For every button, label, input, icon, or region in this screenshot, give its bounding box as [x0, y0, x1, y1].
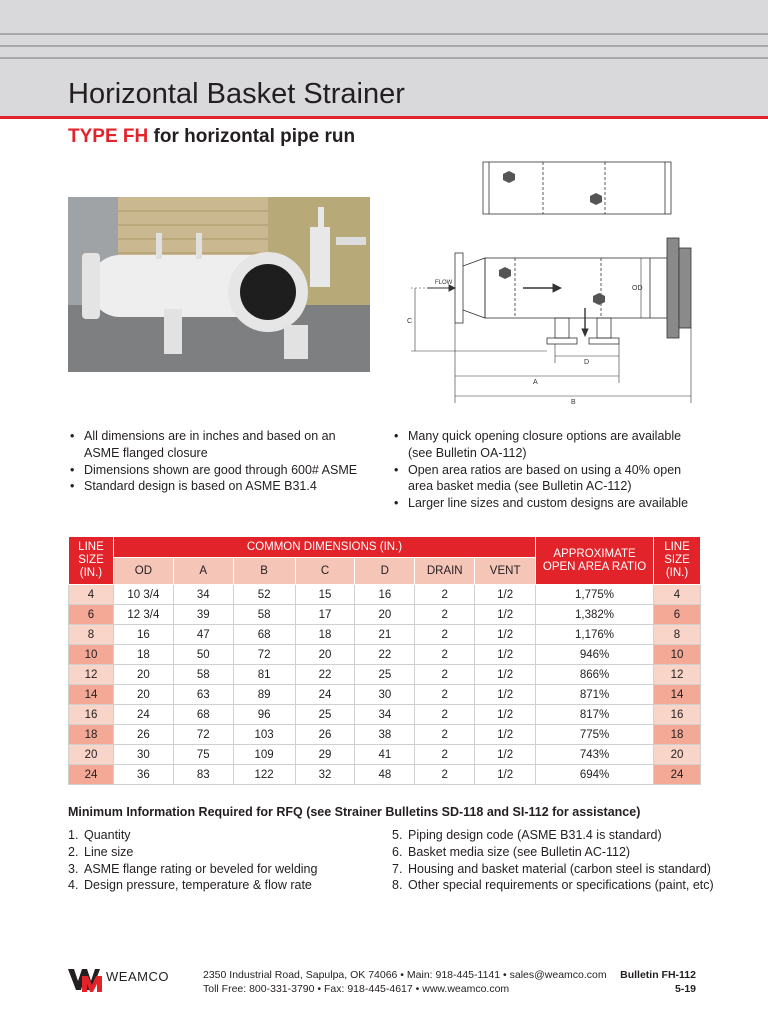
table-body — [69, 585, 701, 785]
table-cell: 122 — [233, 765, 295, 785]
rfq-number: 6. — [392, 844, 403, 859]
table-row — [69, 765, 701, 785]
table-cell: 39 — [173, 605, 233, 625]
table-cell: 68 — [173, 705, 233, 725]
rfq-number: 5. — [392, 828, 403, 842]
table-cell: 58 — [233, 605, 295, 625]
dim-d-label: D — [584, 359, 590, 366]
table-cell: 20 — [113, 685, 173, 705]
line-size-cell: 24 — [69, 765, 114, 785]
table-cell: 38 — [355, 725, 415, 745]
table-cell: 24 — [295, 685, 355, 705]
rfq-list-right — [392, 827, 722, 894]
table-cell: 34 — [355, 705, 415, 725]
table-cell: 26 — [295, 725, 355, 745]
table-cell: 694% — [536, 765, 654, 785]
dim-od-label: OD — [632, 285, 643, 292]
table-cell: 22 — [295, 665, 355, 685]
table-cell: 17 — [295, 605, 355, 625]
table-cell: 41 — [355, 745, 415, 765]
table-cell: 48 — [355, 765, 415, 785]
table-cell: 2 — [415, 765, 475, 785]
bulletin-info — [620, 968, 696, 996]
table-row — [69, 685, 701, 705]
rfq-text: Piping design code (ASME B31.4 is standard) — [408, 828, 662, 842]
line-size-cell: 10 — [69, 645, 114, 665]
rfq-title: Minimum Information Required for RFQ (see Strainer Bulletins SD-118 and SI-112 for assistance) — [68, 805, 641, 819]
table-cell: 58 — [173, 665, 233, 685]
line-size-cell: 16 — [653, 705, 700, 725]
brand-name: WEAMCO — [106, 969, 169, 984]
bulletin-date: 5-19 — [674, 983, 696, 995]
table-cell: 30 — [113, 745, 173, 765]
table-cell: 1/2 — [475, 685, 536, 705]
rfq-list-left — [68, 827, 378, 894]
table-cell: 16 — [113, 625, 173, 645]
rfq-text: Quantity — [84, 828, 131, 842]
note-item: • Standard design is based on ASME B31.4 — [68, 478, 368, 495]
table-cell: 1/2 — [475, 625, 536, 645]
table-cell: 47 — [173, 625, 233, 645]
table-cell: 1/2 — [475, 725, 536, 745]
table-cell: 871% — [536, 685, 654, 705]
table-cell: 75 — [173, 745, 233, 765]
line-size-cell: 20 — [69, 745, 114, 765]
table-cell: 817% — [536, 705, 654, 725]
page-subtitle — [68, 124, 355, 150]
subtitle-type: TYPE FH — [68, 126, 149, 147]
rfq-item — [392, 861, 722, 878]
table-cell: 1/2 — [475, 585, 536, 605]
line-size-cell: 18 — [653, 725, 700, 745]
note-item: • Dimensions shown are good through 600# ASME — [68, 462, 368, 479]
table-cell: 50 — [173, 645, 233, 665]
column-header: A — [173, 558, 233, 585]
table-cell: 946% — [536, 645, 654, 665]
rfq-text: Housing and basket material (carbon steel is standard) — [408, 861, 711, 876]
subtitle-text: for horizontal pipe run — [148, 126, 356, 147]
dim-c-label: C — [407, 318, 413, 325]
header-line-size-right: LINE SIZE (IN.) — [653, 537, 700, 585]
table-cell: 10 3/4 — [113, 585, 173, 605]
table-cell: 18 — [295, 625, 355, 645]
line-size-cell: 4 — [69, 585, 114, 605]
line-size-cell: 24 — [653, 765, 700, 785]
table-row — [69, 625, 701, 645]
table-cell: 2 — [415, 625, 475, 645]
weamco-logo-icon — [68, 966, 108, 992]
table-cell: 1/2 — [475, 605, 536, 625]
line-size-cell: 12 — [653, 665, 700, 685]
table-cell: 15 — [295, 585, 355, 605]
line-size-cell: 20 — [653, 745, 700, 765]
rfq-item — [68, 827, 378, 844]
table-cell: 72 — [233, 645, 295, 665]
table-cell: 1/2 — [475, 665, 536, 685]
table-cell: 72 — [173, 725, 233, 745]
header-open-area-ratio: APPROXIMATE OPEN AREA RATIO — [536, 537, 654, 585]
header-stripe — [0, 33, 768, 35]
rfq-number: 1. — [68, 828, 79, 842]
header-stripe — [0, 57, 768, 59]
table-row — [69, 705, 701, 725]
line-size-cell: 8 — [653, 625, 700, 645]
table-cell: 24 — [113, 705, 173, 725]
table-cell: 25 — [295, 705, 355, 725]
rfq-number: 2. — [68, 844, 79, 859]
line-size-cell: 14 — [653, 685, 700, 705]
rfq-item — [392, 827, 722, 844]
dimension-drawing — [405, 158, 695, 413]
column-header: D — [355, 558, 415, 585]
line-size-cell: 16 — [69, 705, 114, 725]
line-size-cell: 6 — [69, 605, 114, 625]
line-size-cell: 14 — [69, 685, 114, 705]
note-item: • Open area ratios are based on using a 40% open area basket media (see Bulletin AC-112) — [392, 462, 702, 496]
column-header: B — [233, 558, 295, 585]
line-size-cell: 4 — [653, 585, 700, 605]
table-row — [69, 745, 701, 765]
table-cell: 2 — [415, 585, 475, 605]
dim-a-label: A — [533, 379, 538, 386]
flow-label: FLOW — [435, 280, 453, 286]
table-cell: 20 — [355, 605, 415, 625]
phone-line: Toll Free: 800-331-3790 • Fax: 918-445-4617 • www.weamco.com — [203, 983, 510, 995]
column-header: OD — [113, 558, 173, 585]
table-cell: 18 — [113, 645, 173, 665]
table-cell: 34 — [173, 585, 233, 605]
table-row — [69, 645, 701, 665]
table-cell: 1/2 — [475, 765, 536, 785]
table-row — [69, 665, 701, 685]
notes-left — [68, 428, 368, 495]
dim-b-label: B — [571, 399, 576, 406]
table-cell: 29 — [295, 745, 355, 765]
table-cell: 36 — [113, 765, 173, 785]
column-header: C — [295, 558, 355, 585]
table-cell: 52 — [233, 585, 295, 605]
rfq-number: 3. — [68, 861, 79, 876]
table-cell: 68 — [233, 625, 295, 645]
table-cell: 20 — [295, 645, 355, 665]
table-cell: 22 — [355, 645, 415, 665]
rfq-text: Line size — [84, 844, 134, 859]
table-cell: 21 — [355, 625, 415, 645]
line-size-cell: 10 — [653, 645, 700, 665]
bulletin-number: Bulletin FH-112 — [620, 969, 696, 981]
rfq-item — [392, 844, 722, 861]
rfq-item — [68, 844, 378, 861]
table-cell: 775% — [536, 725, 654, 745]
table-cell: 743% — [536, 745, 654, 765]
title-rule — [0, 116, 768, 119]
line-size-cell: 12 — [69, 665, 114, 685]
line-size-cell: 18 — [69, 725, 114, 745]
note-item: • Larger line sizes and custom designs are available — [392, 495, 702, 512]
rfq-item — [68, 877, 378, 894]
table-cell: 2 — [415, 745, 475, 765]
table-cell: 2 — [415, 665, 475, 685]
header-stripe — [0, 45, 768, 47]
table-cell: 16 — [355, 585, 415, 605]
line-size-cell: 8 — [69, 625, 114, 645]
table-cell: 1/2 — [475, 705, 536, 725]
rfq-item — [392, 877, 722, 894]
table-cell: 2 — [415, 705, 475, 725]
table-row — [69, 605, 701, 625]
table-cell: 103 — [233, 725, 295, 745]
note-item: • All dimensions are in inches and based on an ASME flanged closure — [68, 428, 368, 462]
table-cell: 2 — [415, 605, 475, 625]
dimensions-table — [68, 536, 701, 785]
table-cell: 1,775% — [536, 585, 654, 605]
note-item: • Many quick opening closure options are available (see Bulletin OA-112) — [392, 428, 702, 462]
table-cell: 109 — [233, 745, 295, 765]
rfq-text: ASME flange rating or beveled for welding — [84, 861, 318, 876]
line-size-cell: 6 — [653, 605, 700, 625]
table-cell: 89 — [233, 685, 295, 705]
contact-info — [203, 968, 607, 996]
table-cell: 25 — [355, 665, 415, 685]
footer — [0, 962, 768, 1002]
table-cell: 866% — [536, 665, 654, 685]
table-cell: 1,176% — [536, 625, 654, 645]
column-header: DRAIN — [415, 558, 475, 585]
notes-right — [392, 428, 702, 512]
table-cell: 32 — [295, 765, 355, 785]
table-cell: 63 — [173, 685, 233, 705]
table-cell: 1,382% — [536, 605, 654, 625]
table-row — [69, 585, 701, 605]
table-cell: 2 — [415, 645, 475, 665]
rfq-number: 7. — [392, 861, 403, 876]
table-cell: 1/2 — [475, 645, 536, 665]
table-cell: 96 — [233, 705, 295, 725]
page-title: Horizontal Basket Strainer — [68, 78, 405, 110]
address-line: 2350 Industrial Road, Sapulpa, OK 74066 • Main: 918-445-1141 • sales@weamco.com — [203, 969, 607, 981]
rfq-item — [68, 861, 378, 878]
rfq-text: Design pressure, temperature & flow rate — [84, 878, 312, 893]
table-cell: 83 — [173, 765, 233, 785]
table-cell: 81 — [233, 665, 295, 685]
table-cell: 12 3/4 — [113, 605, 173, 625]
table-cell: 26 — [113, 725, 173, 745]
rfq-text: Basket media size (see Bulletin AC-112) — [408, 844, 631, 859]
table-cell: 2 — [415, 685, 475, 705]
rfq-number: 4. — [68, 878, 79, 893]
table-row — [69, 725, 701, 745]
product-photo — [68, 197, 370, 372]
header-line-size: LINE SIZE (IN.) — [69, 537, 114, 585]
column-header: VENT — [475, 558, 536, 585]
header-common-dimensions: COMMON DIMENSIONS (IN.) — [113, 537, 535, 558]
rfq-text: Other special requirements or specifications (paint, etc) — [408, 878, 714, 893]
table-cell: 30 — [355, 685, 415, 705]
table-cell: 20 — [113, 665, 173, 685]
table-cell: 2 — [415, 725, 475, 745]
table-cell: 1/2 — [475, 745, 536, 765]
rfq-number: 8. — [392, 878, 403, 893]
